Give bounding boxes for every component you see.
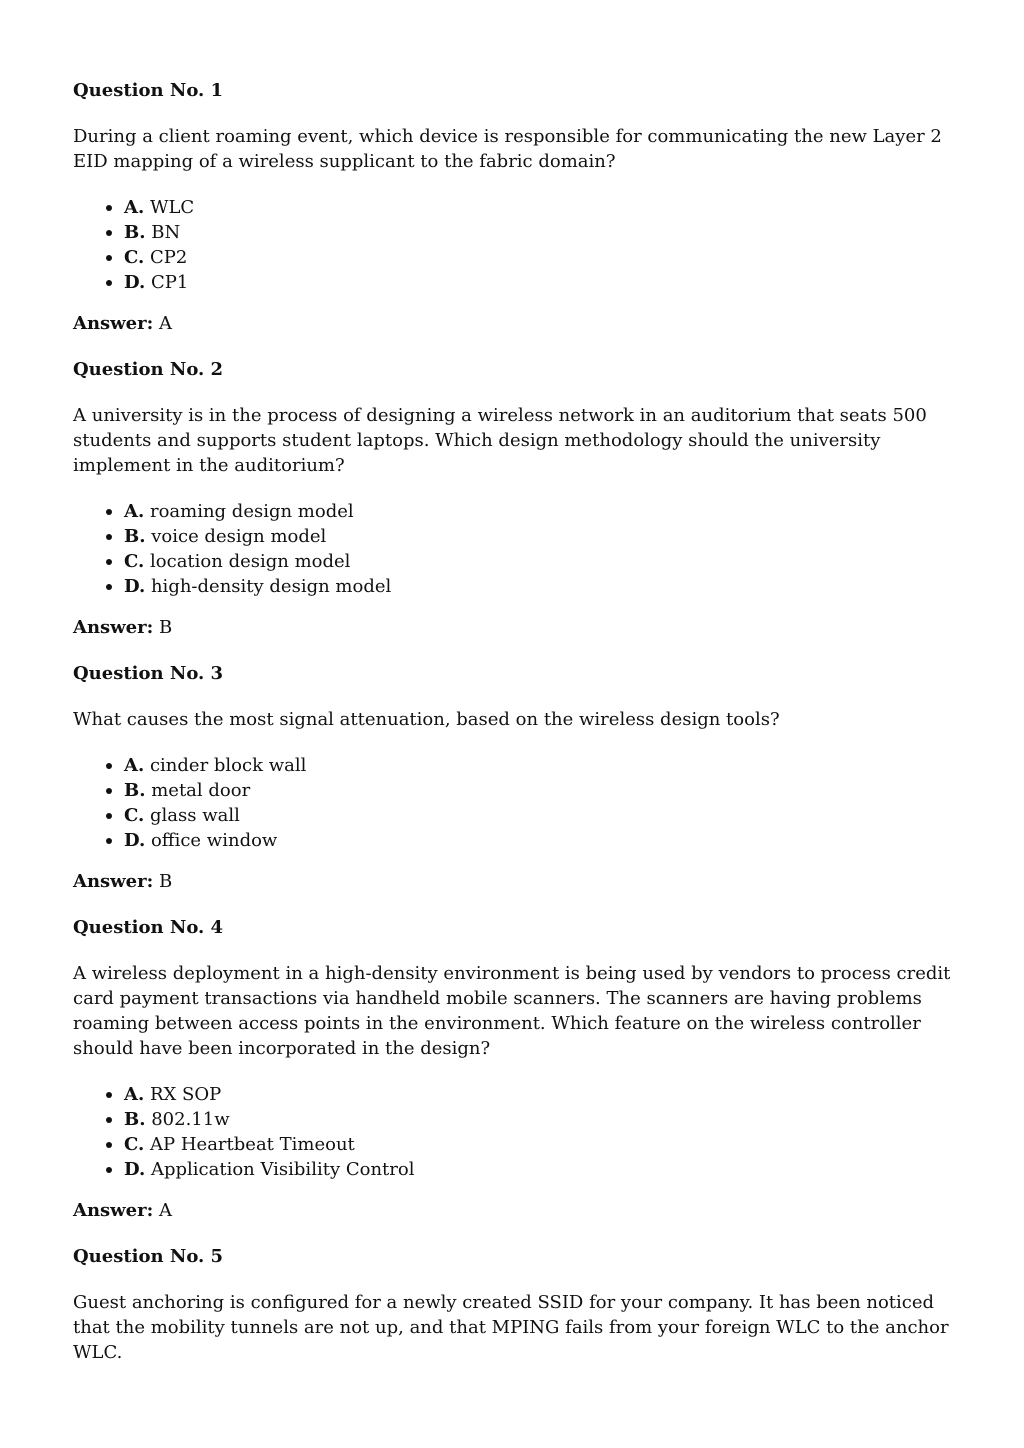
question-text: A university is in the process of designing a wireless network in an auditorium that seats 500 students and supports student laptops. Which design methodology should the university implement in the auditorium?	[73, 405, 927, 476]
answer-line	[73, 1198, 953, 1223]
option-item	[106, 1157, 953, 1182]
option-text: Application Visibility Control	[150, 1159, 415, 1180]
question-text: A wireless deployment in a high-density environment is being used by vendors to process credit card payment transactions via handheld mobile scanners. The scanners are having problems roaming between access points in the environment. Which feature on the wireless controller should have been incorporated in the design?	[73, 963, 951, 1059]
question-text: Guest anchoring is configured for a newly created SSID for your company. It has been noticed that the mobility tunnels are not up, and that MPING fails from your foreign WLC to the anchor WLC.	[73, 1292, 949, 1363]
option-letter: B.	[124, 1109, 146, 1130]
answer-label: Answer:	[73, 1200, 154, 1221]
option-item	[106, 828, 953, 853]
question-title: Question No. 4	[73, 917, 224, 938]
option-item	[106, 803, 953, 828]
option-item	[106, 195, 953, 220]
option-text: BN	[151, 222, 181, 243]
question-text: During a client roaming event, which device is responsible for communicating the new Layer 2 EID mapping of a wireless supplicant to the fabric domain?	[73, 126, 942, 172]
question-block	[73, 915, 953, 1223]
answer-value: A	[159, 1200, 172, 1221]
option-letter: C.	[124, 1134, 145, 1155]
bullet-icon	[106, 205, 112, 211]
option-letter: B.	[124, 780, 146, 801]
question-block	[73, 78, 953, 336]
option-item	[106, 1132, 953, 1157]
option-text: office window	[150, 830, 278, 851]
option-text: CP2	[150, 247, 188, 268]
option-letter: B.	[124, 526, 146, 547]
option-item	[106, 549, 953, 574]
option-item	[106, 524, 953, 549]
option-text: metal door	[151, 780, 251, 801]
question-block	[73, 661, 953, 894]
answer-options	[73, 753, 953, 853]
document-page	[73, 78, 953, 1386]
answer-line	[73, 869, 953, 894]
option-letter: A.	[124, 755, 145, 776]
bullet-icon	[106, 584, 112, 590]
answer-label: Answer:	[73, 617, 154, 638]
option-letter: C.	[124, 247, 145, 268]
answer-line	[73, 615, 953, 640]
option-letter: D.	[124, 830, 146, 851]
option-letter: A.	[124, 1084, 145, 1105]
bullet-icon	[106, 1142, 112, 1148]
answer-line	[73, 311, 953, 336]
answer-value: B	[159, 617, 173, 638]
bullet-icon	[106, 534, 112, 540]
bullet-icon	[106, 280, 112, 286]
option-text: voice design model	[151, 526, 327, 547]
bullet-icon	[106, 255, 112, 261]
bullet-icon	[106, 509, 112, 515]
option-text: glass wall	[150, 805, 240, 826]
option-item	[106, 245, 953, 270]
question-title: Question No. 3	[73, 663, 224, 684]
option-letter: D.	[124, 1159, 146, 1180]
option-letter: D.	[124, 272, 146, 293]
bullet-icon	[106, 813, 112, 819]
option-text: RX SOP	[149, 1084, 222, 1105]
answer-label: Answer:	[73, 871, 154, 892]
option-text: roaming design model	[149, 501, 354, 522]
option-letter: C.	[124, 551, 145, 572]
option-item	[106, 1107, 953, 1132]
answer-options	[73, 195, 953, 295]
answer-label: Answer:	[73, 313, 154, 334]
option-text: WLC	[149, 197, 195, 218]
question-block	[73, 1244, 953, 1365]
option-item	[106, 270, 953, 295]
option-text: CP1	[150, 272, 189, 293]
option-letter: A.	[124, 197, 145, 218]
bullet-icon	[106, 763, 112, 769]
question-title: Question No. 2	[73, 359, 224, 380]
option-item	[106, 778, 953, 803]
question-title: Question No. 5	[73, 1246, 224, 1267]
option-text: cinder block wall	[149, 755, 307, 776]
option-item	[106, 220, 953, 245]
option-text: 802.11w	[151, 1109, 230, 1130]
option-item	[106, 1082, 953, 1107]
bullet-icon	[106, 838, 112, 844]
option-letter: C.	[124, 805, 145, 826]
bullet-icon	[106, 1092, 112, 1098]
question-text: What causes the most signal attenuation, based on the wireless design tools?	[73, 709, 780, 730]
option-letter: A.	[124, 501, 145, 522]
answer-value: B	[159, 871, 173, 892]
answer-options	[73, 1082, 953, 1182]
option-text: AP Heartbeat Timeout	[150, 1134, 355, 1155]
option-item	[106, 574, 953, 599]
bullet-icon	[106, 230, 112, 236]
question-title: Question No. 1	[73, 80, 224, 101]
bullet-icon	[106, 1117, 112, 1123]
answer-value: A	[159, 313, 172, 334]
bullet-icon	[106, 788, 112, 794]
option-letter: B.	[124, 222, 146, 243]
option-item	[106, 753, 953, 778]
option-letter: D.	[124, 576, 146, 597]
bullet-icon	[106, 559, 112, 565]
option-text: high-density design model	[150, 576, 392, 597]
option-text: location design model	[150, 551, 351, 572]
bullet-icon	[106, 1167, 112, 1173]
option-item	[106, 499, 953, 524]
answer-options	[73, 499, 953, 599]
question-block	[73, 357, 953, 640]
